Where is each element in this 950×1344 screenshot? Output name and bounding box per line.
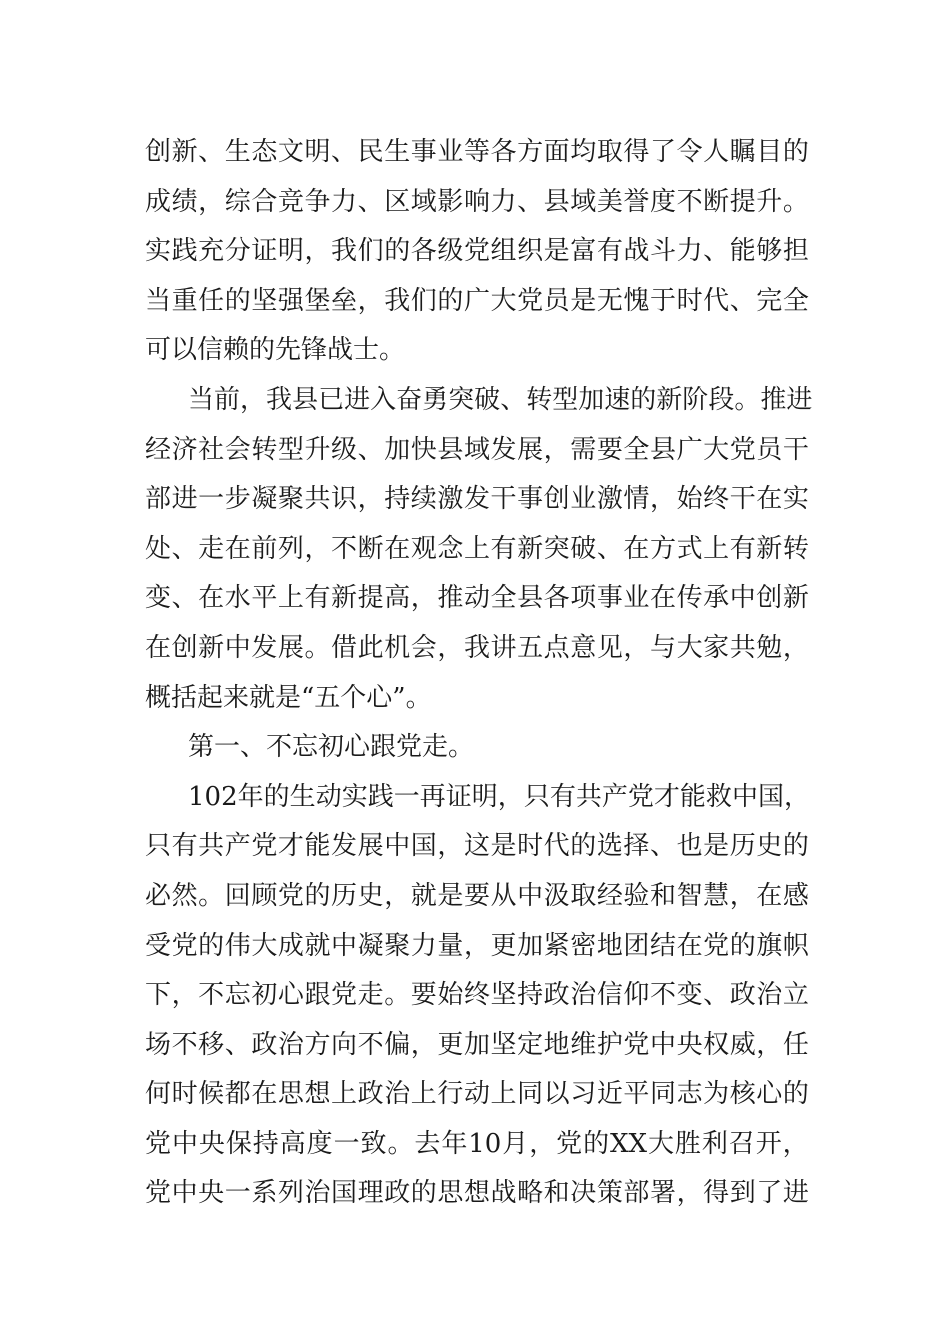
text-line-content: 场 不 移 、 政 治 方 向 不 偏 ， 更 加 坚 定 地 维 护 党 中 央 权 威 ， 任 — [145, 1029, 809, 1060]
text-line-content: 当 重 任 的 坚 强 堡 垒 ， 我 们 的 广 大 党 员 是 无 愧 于 时 代 、 完 全 — [145, 285, 809, 316]
text-line — [145, 277, 809, 327]
text-line — [145, 326, 809, 376]
text-line-content: 处 、 走 在 前 列 ， 不 断 在 观 念 上 有 新 突 破 、 在 方 式 上 有 新 转 — [145, 533, 809, 564]
text-line — [145, 922, 809, 972]
text-line — [145, 376, 813, 426]
text-line — [145, 475, 809, 525]
text-line — [145, 971, 809, 1021]
text-line-content: 第一、不忘初心跟党走。 — [188, 732, 475, 763]
text-line — [145, 227, 809, 277]
text-line-content: 102 年 的 生 动 实 践 一 再 证 明 ， 只 有 共 产 党 才 能 救 中 国 ， — [188, 781, 810, 812]
text-line-content: 概括起来就是“五个心”。 — [145, 682, 432, 713]
text-line — [145, 1120, 809, 1170]
text-line — [145, 1070, 809, 1120]
text-line-content: 当 前 ， 我 县 已 进 入 奋 勇 突 破 、 转 型 加 速 的 新 阶 段 。 推 进 — [188, 384, 813, 415]
text-line-content: 只 有 共 产 党 才 能 发 展 中 国 ， 这 是 时 代 的 选 择 、 也 是 历 史 的 — [145, 831, 809, 862]
text-line — [145, 1169, 809, 1219]
text-line-content: 受 党 的 伟 大 成 就 中 凝 聚 力 量 ， 更 加 紧 密 地 团 结 在 党 的 旗 帜 — [145, 930, 809, 961]
text-line-content: 何 时 候 都 在 思 想 上 政 治 上 行 动 上 同 以 习 近 平 同 志 为 核 心 的 — [145, 1079, 809, 1110]
text-line — [145, 723, 809, 773]
document-body — [145, 128, 813, 1219]
text-line — [145, 872, 809, 922]
text-line-content: 变 、 在 水 平 上 有 新 提 高 ， 推 动 全 县 各 项 事 业 在 传 承 中 创 新 — [145, 583, 809, 614]
text-line-content: 经 济 社 会 转 型 升 级 、 加 快 县 域 发 展 ， 需 要 全 县 广 大 党 员 干 — [145, 434, 809, 465]
text-line — [145, 178, 809, 228]
text-line-content: 党 中 央 一 系 列 治 国 理 政 的 思 想 战 略 和 决 策 部 署 ， 得 到 了 进 — [145, 1178, 809, 1209]
text-line-content: 下 ， 不 忘 初 心 跟 党 走 。 要 始 终 坚 持 政 治 信 仰 不 变 、 政 治 立 — [145, 980, 809, 1011]
text-line — [145, 574, 809, 624]
text-line-content: 党 中 央 保 持 高 度 一 致 。 去 年 10 月 ， 党 的 XX 大 胜 利 召 开 ， — [145, 1128, 809, 1159]
text-line-content: 创 新 、 生 态 文 明 、 民 生 事 业 等 各 方 面 均 取 得 了 令 人 瞩 目 的 — [145, 137, 809, 167]
text-line — [145, 674, 809, 724]
text-line — [145, 773, 809, 823]
text-line — [145, 426, 809, 476]
text-line — [145, 128, 809, 178]
text-line-content: 在 创 新 中 发 展 。 借 此 机 会 ， 我 讲 五 点 意 见 ， 与 大 家 共 勉 ， — [145, 632, 809, 663]
text-line-content: 实 践 充 分 证 明 ， 我 们 的 各 级 党 组 织 是 富 有 战 斗 力 、 能 够 担 — [145, 236, 809, 267]
text-line-content: 必 然 。 回 顾 党 的 历 史 ， 就 是 要 从 中 汲 取 经 验 和 智 慧 ， 在 感 — [145, 880, 809, 911]
text-line — [145, 1021, 809, 1071]
text-line-content: 部 进 一 步 凝 聚 共 识 ， 持 续 激 发 干 事 创 业 激 情 ， 始 终 干 在 实 — [145, 484, 809, 515]
text-line — [145, 822, 809, 872]
text-line — [145, 624, 809, 674]
text-line-content: 成 绩 ， 综 合 竞 争 力 、 区 域 影 响 力 、 县 域 美 誉 度 不 断 提 升 。 — [145, 186, 809, 217]
text-line — [145, 525, 809, 575]
text-line-content: 可以信赖的先锋战士。 — [145, 335, 406, 366]
